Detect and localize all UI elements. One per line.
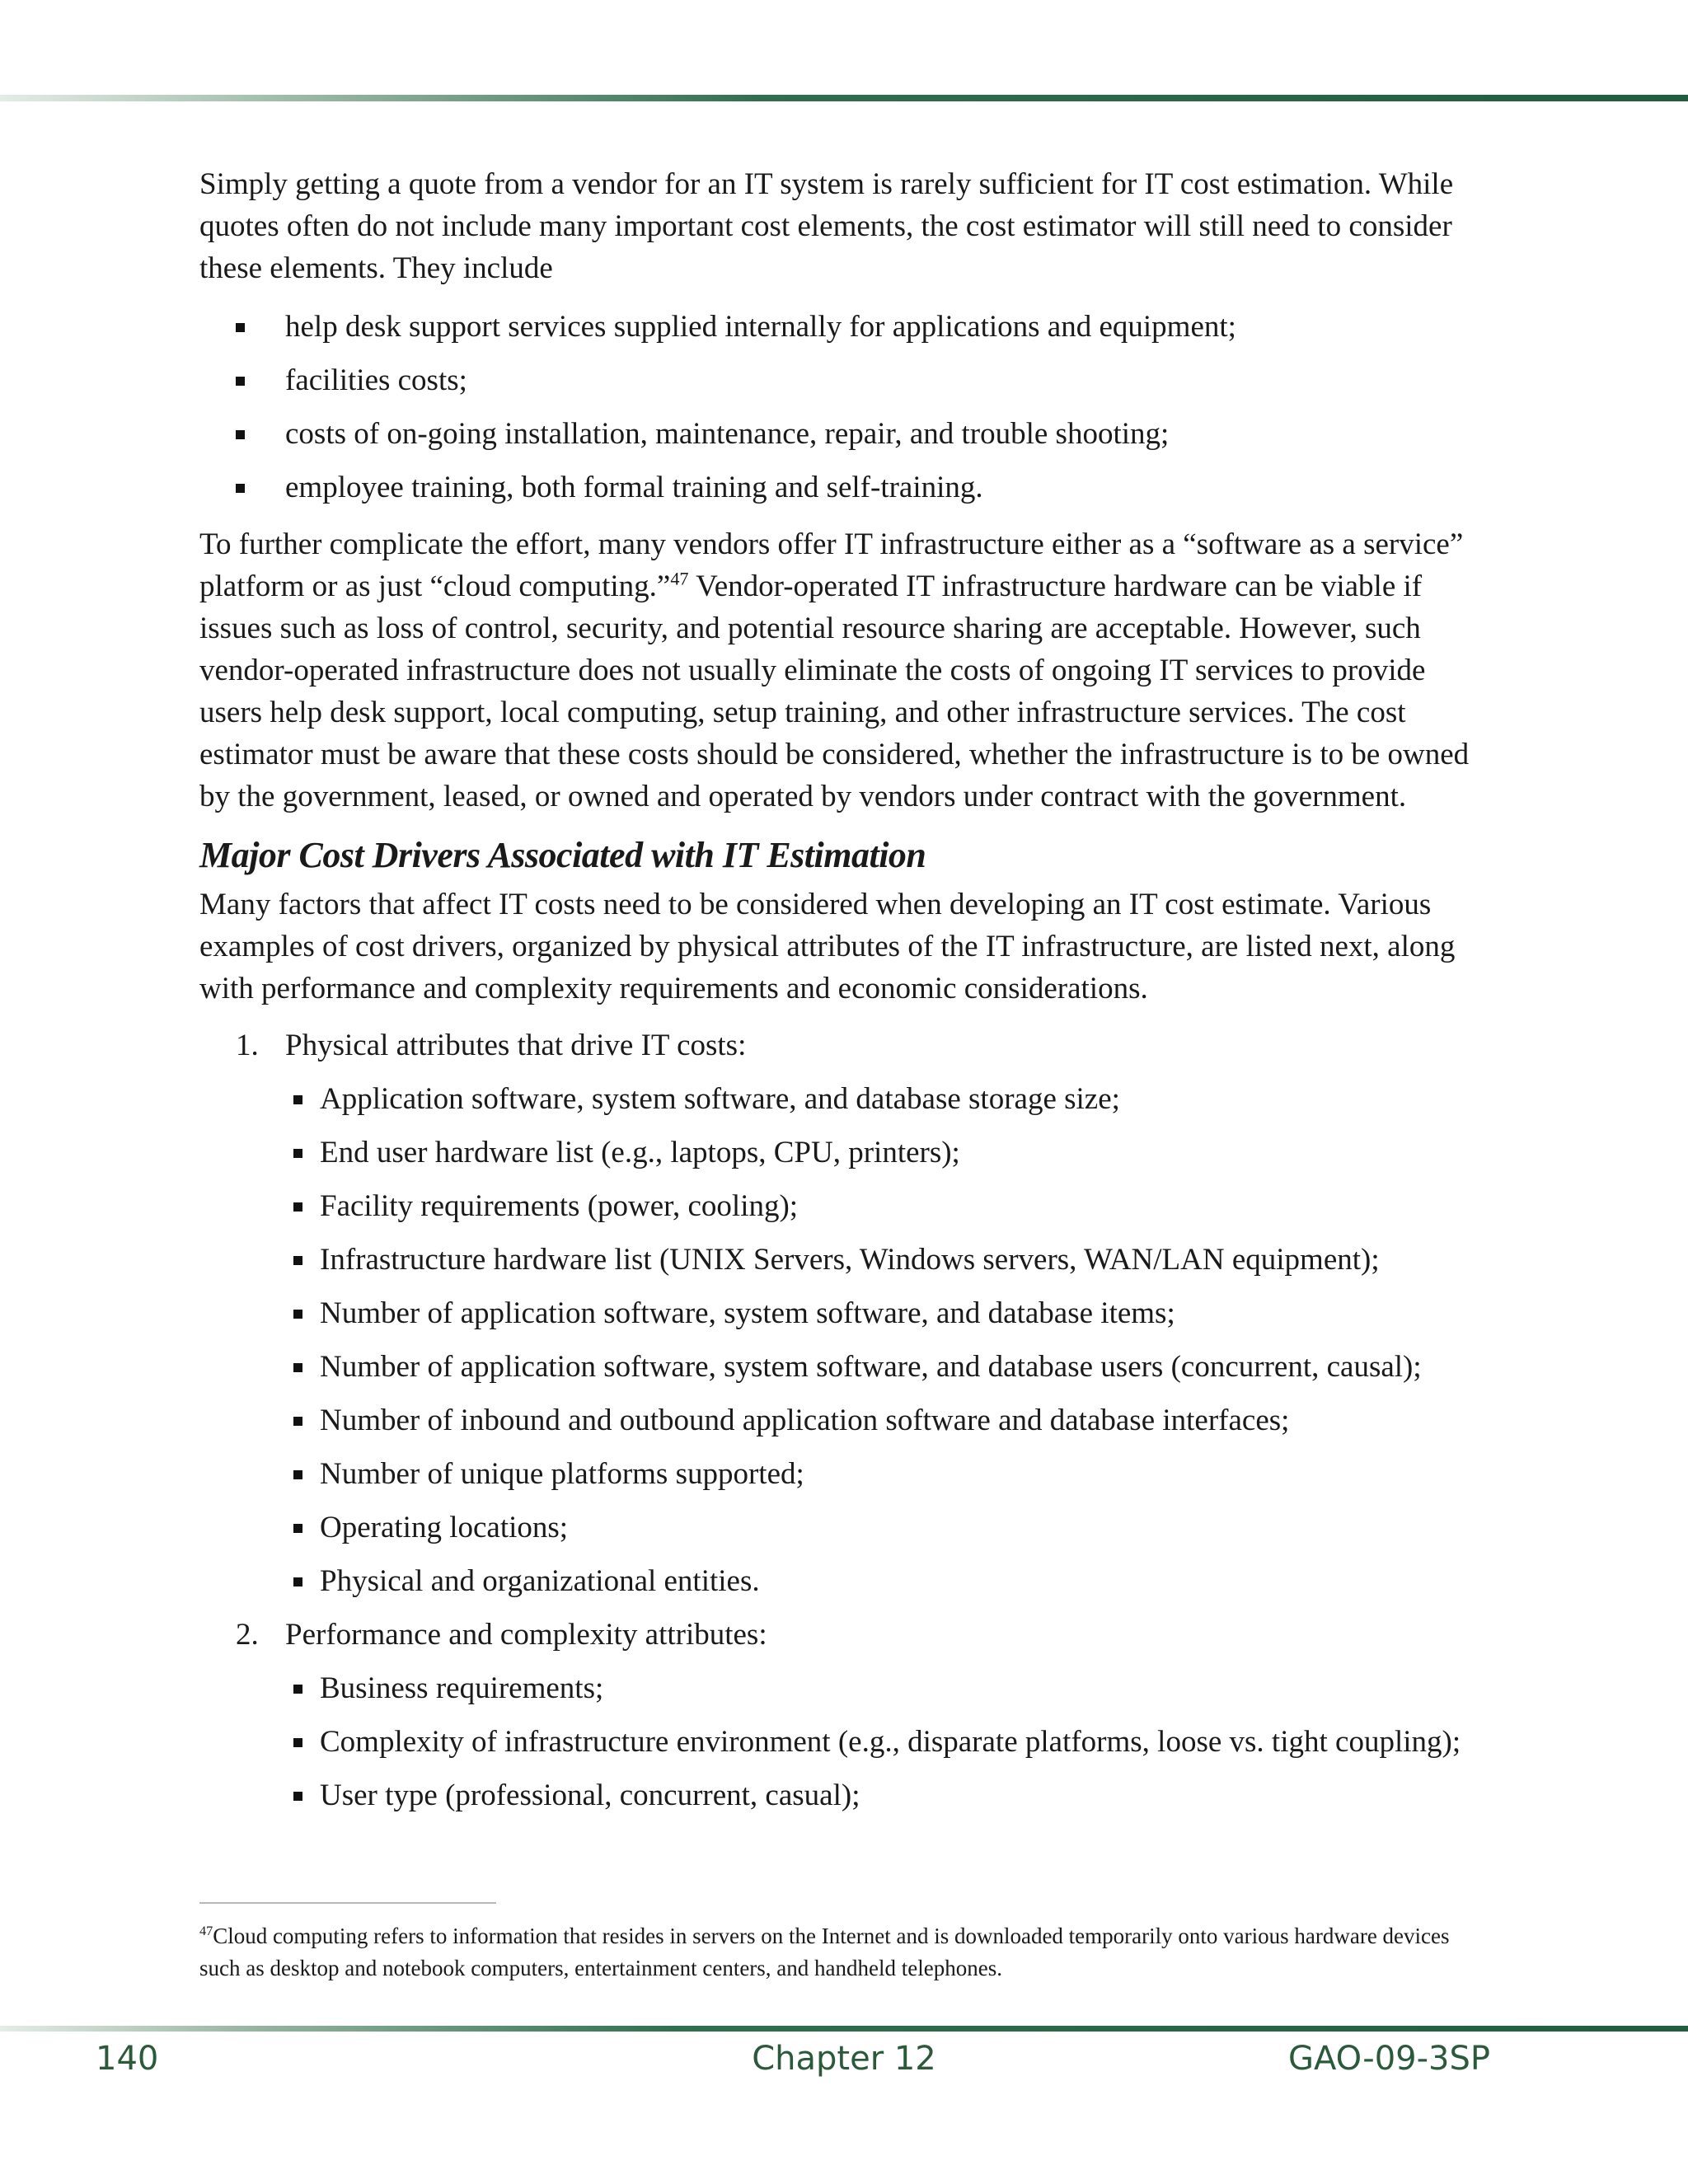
list-item-text: Physical and organizational entities. — [320, 1564, 760, 1598]
bullet-icon — [293, 1417, 302, 1426]
cost-elements-list — [199, 306, 1485, 509]
list-item-text: Number of application software, system software, and database items; — [320, 1296, 1175, 1330]
list-number: 1. — [236, 1029, 259, 1062]
list-item — [199, 359, 1485, 401]
driver-items-list — [285, 1078, 1485, 1602]
driver-category — [199, 1614, 1485, 1816]
list-item — [285, 1239, 1485, 1281]
bullet-icon — [293, 1202, 302, 1212]
list-number: 2. — [236, 1618, 259, 1652]
bullet-icon — [293, 1095, 302, 1104]
vendor-paragraph-end: Vendor-operated IT infrastructure hardware can be viable if issues such as loss of control, security, and potential resource sharing are acceptable. However, such vendor-operated infrastructure does not usually eliminate the costs of ongoing IT services to provide users help desk support, local computing, setup training, and other infrastructure services. The cost estimator must be aware that these costs should be considered, whether the infrastructure is to be owned by the government, leased, or owned and operated by vendors under contract with the government. — [199, 569, 1470, 813]
intro-paragraph: Simply getting a quote from a vendor for an IT system is rarely sufficient for IT cost estimation. While quotes often do not include many important cost elements, the cost estimator will still need to consider these elements. They include — [199, 167, 1454, 285]
footnote-number: 47 — [199, 1924, 213, 1938]
drivers-intro-paragraph: Many factors that affect IT costs need to be considered when developing an IT cost estimate. Various examples of cost drivers, organized by physical attributes of the IT infrastructure, are listed next, along with performance and complexity requirements and economic considerations. — [199, 888, 1456, 1005]
page-content — [199, 163, 1485, 1828]
list-item-text: End user hardware list (e.g., laptops, CPU, printers); — [320, 1136, 960, 1169]
list-item — [285, 1292, 1485, 1334]
footer-rule — [0, 2026, 1688, 2032]
list-item — [285, 1132, 1485, 1174]
list-item — [285, 1185, 1485, 1227]
list-item-text: Number of application software, system software, and database users (concurrent, causal); — [320, 1350, 1422, 1384]
list-item — [285, 1453, 1485, 1495]
list-item-text: Application software, system software, and database storage size; — [320, 1082, 1120, 1116]
document-id: GAO-09-3SP — [1288, 2040, 1490, 2078]
driver-category — [199, 1024, 1485, 1602]
list-item-text: User type (professional, concurrent, casual); — [320, 1779, 860, 1812]
vendor-paragraph-start: To further complicate the effort, many vendors offer IT infrastructure either as a “software as a service” platform or as just “cloud computing.” — [199, 527, 1464, 603]
bullet-icon — [293, 1256, 302, 1265]
list-item-text: Complexity of infrastructure environment (e.g., disparate platforms, loose vs. tight coupling); — [320, 1725, 1461, 1759]
cost-drivers-list — [199, 1024, 1485, 1816]
list-item — [285, 1774, 1485, 1816]
list-item-text: Operating locations; — [320, 1511, 569, 1544]
bullet-icon — [236, 377, 245, 386]
footnote — [199, 1920, 1485, 1985]
vendor-paragraph — [199, 523, 1485, 818]
list-item-text: Infrastructure hardware list (UNIX Servers, Windows servers, WAN/LAN equipment); — [320, 1243, 1380, 1277]
bullet-icon — [236, 430, 245, 439]
bullet-icon — [236, 484, 245, 493]
list-item — [285, 1507, 1485, 1549]
bullet-icon — [293, 1470, 302, 1479]
driver-category-title: Physical attributes that drive IT costs: — [285, 1029, 747, 1062]
list-item-text: Facility requirements (power, cooling); — [320, 1189, 799, 1223]
list-item-text: facilities costs; — [285, 363, 467, 397]
driver-items-list — [285, 1667, 1485, 1816]
list-item-text: costs of on-going installation, maintenance, repair, and trouble shooting; — [285, 417, 1170, 451]
bullet-icon — [293, 1577, 302, 1586]
bullet-icon — [293, 1149, 302, 1158]
list-item — [199, 306, 1485, 348]
list-item-text: Number of inbound and outbound application software and database interfaces; — [320, 1404, 1290, 1437]
footnote-reference: 47 — [670, 568, 689, 589]
list-item — [285, 1346, 1485, 1388]
bullet-icon — [236, 323, 245, 332]
list-item-text: employee training, both formal training and self-training. — [285, 471, 983, 504]
list-item — [199, 466, 1485, 509]
header-rule — [0, 95, 1688, 101]
footnote-divider — [199, 1902, 496, 1904]
bullet-icon — [293, 1524, 302, 1533]
bullet-icon — [293, 1792, 302, 1801]
chapter-label: Chapter 12 — [752, 2040, 936, 2078]
list-item — [199, 413, 1485, 455]
list-item — [285, 1399, 1485, 1441]
page-number: 140 — [96, 2040, 159, 2078]
list-item — [285, 1560, 1485, 1602]
list-item-text: Number of unique platforms supported; — [320, 1457, 804, 1491]
bullet-icon — [293, 1685, 302, 1694]
bullet-icon — [293, 1310, 302, 1319]
footnote-text: Cloud computing refers to information that resides in servers on the Internet and is downloaded temporarily onto various hardware devices such as desktop and notebook computers, entertainment centers, and handheld telephones. — [199, 1924, 1450, 1980]
bullet-icon — [293, 1363, 302, 1372]
list-item-text: Business requirements; — [320, 1671, 604, 1705]
driver-category-title: Performance and complexity attributes: — [285, 1618, 767, 1652]
list-item — [285, 1721, 1485, 1763]
section-heading: Major Cost Drivers Associated with IT Estimation — [199, 835, 926, 875]
bullet-icon — [293, 1738, 302, 1747]
list-item — [285, 1078, 1485, 1120]
list-item — [285, 1667, 1485, 1709]
list-item-text: help desk support services supplied internally for applications and equipment; — [285, 310, 1236, 344]
